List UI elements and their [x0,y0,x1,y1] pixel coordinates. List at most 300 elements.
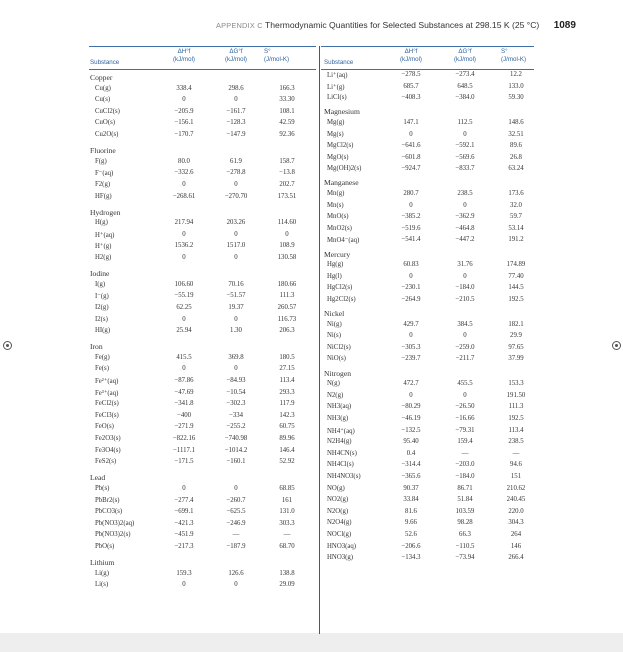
group-heading: Nitrogen [324,368,351,378]
entropy-value: 108.9 [279,242,295,250]
entropy-value: 12.2 [510,71,522,78]
entropy-value: 191.50 [506,391,526,399]
gibbs-value: 0 [234,96,238,104]
gibbs-value: 384.5 [457,320,473,328]
substance-name: FeS2(s) [95,458,117,466]
gibbs-value: −147.9 [226,131,246,138]
group-heading: Nickel [324,309,345,318]
gibbs-value: 203.26 [226,219,246,227]
gibbs-value: −160.1 [226,458,246,466]
gibbs-value: 1.30 [230,327,242,335]
substance-name: CuO(s) [95,119,116,127]
entropy-value: 68.70 [279,542,295,550]
entropy-value: 148.6 [508,118,524,126]
gibbs-value: −51.57 [226,292,246,300]
entropy-value: 220.0 [508,507,524,515]
gibbs-value: 1517.0 [226,242,246,250]
running-header [216,20,576,31]
enthalpy-value: −55.19 [174,292,194,300]
gibbs-value: −255.2 [226,423,246,431]
crosshair-icon [612,341,621,350]
entropy-value: 27.15 [279,365,295,373]
entropy-value: 293.3 [279,388,295,396]
entropy-value: 260.57 [277,303,297,311]
gibbs-value: −625.5 [226,508,246,516]
enthalpy-value: 0 [409,391,413,399]
gibbs-value: −128.3 [226,119,246,127]
gibbs-value: −184.0 [455,472,475,480]
gibbs-value: −464.8 [455,224,475,232]
substance-name: I2(g) [95,303,109,311]
gibbs-value: 61.9 [230,157,242,165]
enthalpy-value: −278.5 [401,71,421,78]
substance-name: N2(g) [327,391,344,399]
enthalpy-value: −314.4 [401,461,421,469]
substance-name: Mg(s) [327,130,344,138]
entropy-value: 151 [510,472,522,480]
enthalpy-value: −132.5 [401,426,421,434]
substance-name: Fe(g) [95,353,110,361]
entropy-value: 89.6 [510,142,522,150]
substance-name: Li(s) [95,581,109,589]
gibbs-value: −1014.2 [224,446,248,454]
substance-name: NOCl(g) [327,530,352,538]
substance-name: H⁺(aq) [95,231,115,239]
gibbs-value: 369.8 [228,353,244,361]
gibbs-value: 0 [463,201,467,209]
column-header [321,46,534,70]
gibbs-value: 126.6 [228,569,244,577]
enthalpy-value: 0 [182,254,186,261]
enthalpy-value: 0 [409,201,413,209]
gibbs-value: 0 [234,254,238,261]
substance-name: Fe³⁺(aq) [95,389,119,397]
gibbs-value: −334 [228,411,244,419]
enthalpy-value: −80.29 [401,403,421,411]
substance-name: FeO(s) [95,423,114,431]
entropy-value: 33.30 [279,96,295,104]
entropy-value: 264 [510,530,522,538]
entropy-value: 77.40 [508,272,524,280]
header-dg-symbol: ΔG°f [229,48,243,55]
entropy-value: 304.3 [508,519,524,527]
enthalpy-value: 95.40 [403,438,419,446]
entropy-value: 191.2 [508,236,524,244]
header-dg [216,48,256,63]
entropy-value: 138.8 [279,569,295,577]
substance-name: I2(s) [95,315,108,323]
substance-name: N2O(g) [327,507,349,515]
substance-name: Li⁺(aq) [327,72,348,79]
gibbs-value: 0 [234,484,238,492]
enthalpy-value: 106.60 [174,280,194,288]
entropy-value: 29.9 [510,332,522,340]
header-dg-symbol: ΔG°f [458,48,472,55]
entropy-value: 173.51 [277,192,297,200]
group-heading: Copper [90,73,113,82]
substance-name: H(g) [95,219,108,227]
entropy-value: 266.4 [508,554,524,562]
gibbs-value: — [461,449,469,457]
entropy-value: 116.73 [277,315,297,323]
substance-name: FeCl3(s) [95,411,119,419]
gibbs-value: 51.84 [457,496,473,504]
substance-name: Mg(g) [327,118,345,126]
substance-name: Hg(g) [327,261,344,269]
enthalpy-value: −400 [176,411,192,419]
gibbs-value: −84.93 [226,377,246,384]
substance-name: F2(g) [95,180,111,188]
substance-name: NH4Cl(s) [327,461,354,469]
substance-name: I(g) [95,280,106,288]
enthalpy-value: 60.83 [403,261,419,269]
gibbs-value: — [232,531,240,539]
entropy-value: 113.4 [508,426,524,434]
enthalpy-value: 0.4 [406,449,416,457]
substance-name: Mn(s) [327,201,344,209]
entropy-value: 37.99 [508,355,524,363]
gibbs-value: −833.7 [455,165,475,173]
enthalpy-value: 1536.2 [174,242,194,250]
gibbs-value: −79.31 [455,426,475,434]
substance-name: NiCl2(s) [327,343,351,351]
gibbs-value: 98.28 [457,519,473,527]
gibbs-value: −270.70 [224,192,248,200]
substance-name: MgCl2(s) [327,142,354,150]
gibbs-value: 455.5 [457,380,473,388]
table-column-right [321,46,534,562]
gibbs-value: 0 [234,180,238,188]
header-dg [445,48,485,63]
entropy-value: 59.30 [508,94,524,102]
header-s [501,48,545,63]
entropy-value: 133.0 [508,82,524,90]
enthalpy-value: −156.1 [174,119,194,127]
substance-name: Fe²⁺(aq) [95,378,119,385]
substance-name: CuCl2(s) [95,107,120,115]
entropy-value: 59.7 [510,213,522,221]
substance-name: H2(g) [95,254,112,261]
group-heading: Iron [90,342,103,352]
entropy-value: 68.85 [279,484,295,492]
enthalpy-value: −365.6 [401,472,421,480]
gibbs-value: 0 [463,332,467,340]
table-column-left [89,46,316,589]
entropy-value: 166.3 [279,84,295,92]
enthalpy-value: −924.7 [401,165,421,173]
header-substance: Substance [324,59,354,66]
enthalpy-value: −385.2 [401,213,421,221]
gibbs-value: 298.6 [228,84,244,92]
enthalpy-value: −87.86 [174,377,194,384]
gibbs-value: 70.16 [228,280,244,288]
gibbs-value: −302.3 [226,400,246,408]
substance-name: Ni(g) [327,320,342,328]
gibbs-value: −110.5 [455,542,475,550]
substance-name: F(g) [95,157,107,165]
substance-name: PbCO3(s) [95,508,123,516]
enthalpy-value: −641.6 [401,142,421,150]
substance-name: Li(g) [95,569,109,577]
enthalpy-value: −451.9 [174,531,194,539]
group-heading: Manganese [324,178,359,188]
enthalpy-value: −332.6 [174,169,194,177]
substance-name: FeCl2(s) [95,400,119,408]
enthalpy-value: 338.4 [176,84,192,92]
entropy-value: 182.1 [508,320,524,328]
gibbs-value: 0 [463,130,467,138]
substance-name: Pb(NO3)2(aq) [95,519,135,527]
entropy-value: 26.8 [510,153,522,161]
enthalpy-value: 0 [182,96,186,104]
entropy-value: 142.3 [279,411,295,419]
crosshair-icon [3,341,12,350]
group-heading: Mercury [324,249,351,259]
substance-name: Cu(s) [95,96,111,104]
enthalpy-value: −519.6 [401,224,421,232]
enthalpy-value: −305.3 [401,343,421,351]
header-dg-unit: (kJ/mol) [225,55,247,63]
group-heading: Magnesium [324,107,360,117]
enthalpy-value: −217.3 [174,542,194,550]
entropy-value: 117.9 [279,400,295,408]
entropy-value: 0 [285,230,289,238]
enthalpy-value: 0 [409,130,413,138]
enthalpy-value: 33.84 [403,496,419,504]
gibbs-value: −187.9 [226,542,246,550]
gibbs-value: 103.59 [455,507,475,515]
gibbs-value: −278.8 [226,169,246,177]
substance-name: HF(g) [95,192,112,200]
gibbs-value: 0 [234,365,238,373]
entropy-value: 161 [281,496,293,504]
gibbs-value: −362.9 [455,213,475,221]
header-dh [391,48,431,63]
header-dh-symbol: ΔH°f [404,48,418,55]
gibbs-value: −73.94 [455,554,475,562]
entropy-value: 29.09 [279,581,295,589]
gibbs-value: −210.5 [455,295,475,303]
enthalpy-value: −341.8 [174,400,194,408]
substance-name: NH4NO3(s) [327,472,361,480]
entropy-value: 206.3 [279,327,295,335]
substance-name: PbBr2(s) [95,496,120,504]
gibbs-value: −260.7 [226,496,246,504]
gibbs-value: 19.37 [228,303,244,311]
entropy-value: 32.51 [508,130,524,138]
group-heading: Hydrogen [90,207,121,217]
enthalpy-value: −170.7 [174,131,194,138]
entropy-value: 108.1 [279,107,295,115]
gibbs-value: 66.3 [459,530,471,538]
substance-name: Hg2Cl2(s) [327,295,356,303]
substance-name: NH4CN(s) [327,449,357,457]
gibbs-value: 648.5 [457,82,473,90]
entropy-value: 97.65 [508,343,524,351]
substance-name: H⁺(g) [95,243,112,251]
enthalpy-value: 472.7 [403,380,419,388]
substance-name: HNO3(aq) [327,542,357,550]
enthalpy-value: 0 [182,315,186,323]
entropy-value: 153.3 [508,380,524,388]
substance-name: MgO(s) [327,153,349,161]
entropy-value: 32.0 [510,201,522,209]
entropy-value: 180.66 [277,280,297,288]
page-bottom-strip [0,633,623,652]
enthalpy-value: 147.1 [403,118,419,126]
entropy-value: 113.4 [279,377,295,384]
entropy-value: 94.6 [510,461,522,469]
enthalpy-value: −699.1 [174,508,194,516]
gibbs-value: −161.7 [226,107,246,115]
gibbs-value: 0 [463,272,467,280]
substance-name: Cu(g) [95,84,111,92]
enthalpy-value: 81.6 [405,507,417,515]
page-number: 1089 [553,20,576,31]
gibbs-value: 112.5 [457,118,473,126]
header-dh-symbol: ΔH°f [177,48,191,55]
substance-name: I⁻(g) [95,293,109,301]
group-heading: Fluorine [90,146,116,156]
enthalpy-value: 0 [409,332,413,340]
entropy-value: 238.5 [508,438,524,446]
substance-name: Pb(s) [95,484,110,492]
entropy-value: 240.45 [506,496,526,504]
entropy-value: 111.3 [279,292,295,300]
gibbs-value: −16.66 [455,414,475,422]
substance-name: Ni(s) [327,332,341,340]
gibbs-value: −203.0 [455,461,475,469]
header-s-symbol: S° [501,48,508,55]
substance-name: PbO(s) [95,542,115,550]
entropy-value: −13.8 [279,169,295,177]
header-dg-unit: (kJ/mol) [454,55,476,63]
table-title: Thermodynamic Quantities for Selected Substances at 298.15 K (25 °C) [265,20,540,30]
enthalpy-value: −277.4 [174,496,194,504]
entropy-value: 180.5 [279,353,295,361]
group-heading: Lithium [90,558,115,567]
substance-name: NiO(s) [327,355,346,363]
substance-name: Mn(g) [327,190,345,197]
substance-name: MnO(s) [327,213,349,221]
entropy-value: 146 [510,542,522,550]
entropy-value: 92.36 [279,131,295,138]
enthalpy-value: −601.8 [401,153,421,161]
enthalpy-value: −822.16 [172,435,196,442]
entropy-value: 158.7 [279,157,295,165]
enthalpy-value: −264.9 [401,295,421,303]
entropy-value: 131.0 [279,508,295,516]
substance-name: HI(g) [95,327,111,335]
substance-name: NO(g) [327,484,345,492]
gibbs-value: −384.0 [455,94,475,102]
substance-name: NO2(g) [327,496,349,504]
header-s-symbol: S° [264,48,271,55]
appendix-label: APPENDIX C [216,21,263,30]
substance-name: LiCl(s) [327,94,347,102]
enthalpy-value: −408.3 [401,94,421,102]
header-s-unit: (J/mol-K) [264,55,290,63]
header-s [264,48,308,63]
gibbs-value: −246.9 [226,519,246,527]
substance-name: F⁻(aq) [95,170,114,178]
column-header [89,46,316,70]
gibbs-value: −10.54 [226,388,246,396]
enthalpy-value: 415.5 [176,353,192,361]
enthalpy-value: 429.7 [403,320,419,328]
substance-name: NH3(g) [327,414,349,422]
substance-name: MnO2(s) [327,224,352,232]
enthalpy-value: −47.69 [174,388,194,396]
enthalpy-value: 0 [182,484,186,492]
entropy-value: 114.60 [277,219,297,227]
enthalpy-value: 280.7 [403,190,419,197]
enthalpy-value: −541.4 [401,236,421,244]
substance-name: Li⁺(g) [327,83,345,91]
gibbs-value: 0 [234,315,238,323]
enthalpy-value: 80.0 [178,157,190,165]
enthalpy-value: 62.25 [176,303,192,311]
entropy-value: 53.14 [508,224,524,232]
enthalpy-value: 0 [182,180,186,188]
header-substance: Substance [90,59,120,66]
gibbs-value: 31.76 [457,261,473,269]
enthalpy-value: −421.3 [174,519,194,527]
substance-name: HNO3(g) [327,554,354,562]
entropy-value: 210.62 [506,484,526,492]
gibbs-value: 0 [234,581,238,589]
enthalpy-value: 0 [182,230,186,238]
group-heading: Iodine [90,269,110,279]
enthalpy-value: −206.6 [401,542,421,550]
substance-name: Hg(l) [327,272,342,280]
substance-name: N(g) [327,380,340,388]
substance-name: Fe3O4(s) [95,446,121,454]
header-s-unit: (J/mol-K) [501,55,527,63]
entropy-value: 173.6 [508,190,524,197]
enthalpy-value: 159.3 [176,569,192,577]
enthalpy-value: 0 [409,272,413,280]
gibbs-value: 238.5 [457,190,473,197]
entropy-value: 174.89 [506,261,526,269]
gibbs-value: −740.98 [224,435,248,442]
enthalpy-value: −230.1 [401,284,421,292]
entropy-value: 303.3 [279,519,295,527]
substance-name: N2H4(g) [327,438,352,446]
substance-name: Mg(OH)2(s) [327,165,362,173]
enthalpy-value: −271.9 [174,423,194,431]
substance-name: Fe(s) [95,365,109,373]
enthalpy-value: −268.61 [172,192,196,200]
gibbs-value: 0 [234,230,238,238]
entropy-value: 52.92 [279,458,295,466]
gibbs-value: −184.0 [455,284,475,292]
enthalpy-value: 685.7 [403,82,419,90]
substance-name: MnO4⁻(aq) [327,237,360,245]
entropy-value: 42.59 [279,119,295,127]
entropy-value: 130.58 [277,254,297,261]
enthalpy-value: 52.6 [405,530,417,538]
gibbs-value: −211.7 [455,355,475,363]
substance-name: N2O4(g) [327,519,352,527]
gibbs-value: 159.4 [457,438,473,446]
enthalpy-value: 90.37 [403,484,419,492]
substance-name: Fe2O3(s) [95,435,121,442]
group-heading: Lead [90,473,106,483]
substance-name: Pb(NO3)2(s) [95,531,131,539]
substance-name: Cu2O(s) [95,131,119,138]
entropy-value: — [283,531,291,539]
